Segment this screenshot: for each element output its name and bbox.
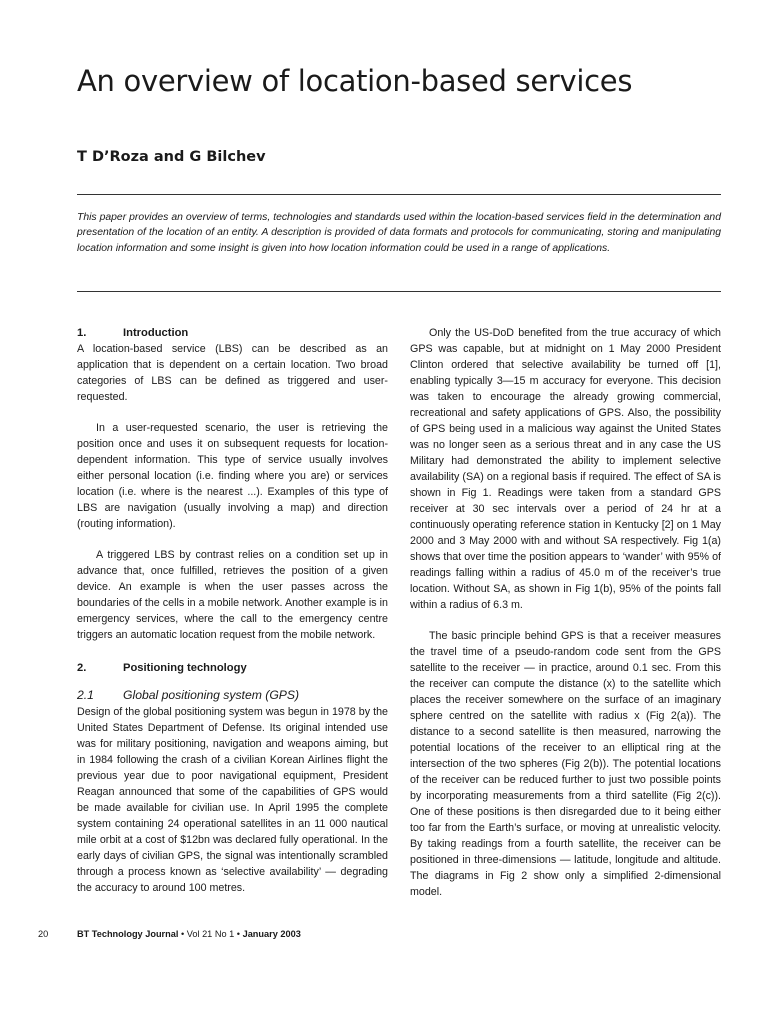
paragraph: A triggered LBS by contrast relies on a condition set up in advance that, once fulfilled, retrieves the position of a given device. An example is when the user passes across the boundaries of the cells in a mobile network. Another example is in emergency services, where the call to the emergency centre triggers an automatic location request from the mobile network. (77, 549, 388, 641)
paragraph: Only the US-DoD benefited from the true accuracy of which GPS was capable, but at midnight on 1 May 2000 President Clinton ordered that selective availability be turned off [1], enabling typically 3—15 m accuracy for everyone. This decision was taken to encourage the already growing commercial, recreational and safety applications of GPS. Also, the possibility of GPS being used in a malicious way against the United States was no longer seen as a serious threat and in any case the US Military had demonstrated the ability to implement selective availability (SA) on a regional basis if required. The effect of SA is shown in Fig 1. Readings were taken from a standard GPS receiver at 30 sec intervals over a period of 24 hr at a continuously operating reference station in Kentucky [2] on 1 May 2000 and 3 May 2000 with and without SA respectively. Fig 1(a) shows that over time the position appears to ‘wander’ with 95% of readings falling within a radius of 45.0 m of the receiver’s true location. Without SA, as shown in Fig 1(b), 95% of the points fall within a radius of 6.3 m. (410, 327, 721, 611)
paper-title: An overview of location-based services (77, 64, 633, 98)
subsection-2-1-number: 2.1 (77, 688, 94, 702)
journal-issue: • Vol 21 No 1 • (178, 929, 243, 939)
journal-name: BT Technology Journal (77, 929, 179, 939)
page-number: 20 (38, 929, 49, 939)
section-2-title: Positioning technology (123, 662, 247, 674)
section-2-number: 2. (77, 662, 87, 674)
subsection-2-1-heading (77, 687, 388, 704)
section-1-number: 1. (77, 327, 87, 339)
left-column (77, 325, 388, 896)
subsection-2-1-title: Global positioning system (GPS) (123, 688, 300, 702)
divider-bottom (77, 291, 721, 292)
right-column (410, 325, 721, 900)
section-1-title: Introduction (123, 327, 189, 339)
paragraph: The basic principle behind GPS is that a receiver measures the travel time of a pseudo-random code sent from the GPS satellite to the receiver — in practice, around 0.1 sec. From this the receiver can compute the distance (x) to the satellite which places the receiver somewhere on the surface of an imaginary sphere centred on the satellite with radius x (Fig 2(a)). The distance to a second satellite is then measured, narrowing the potential locations of the receiver to an elliptical ring at the intersection of the two spheres (Fig 2(b)). The potential locations of the receiver can be reduced further to just two possible points by incorporating measurements from a third satellite (Fig 2(c)). One of these positions is then disregarded due to it being either too far from the Earth’s surface, or moving at unrealistic velocity. By taking readings from a fourth satellite, the receiver can be positioned in three-dimensions — latitude, longitude and altitude. The diagrams in Fig 2 show only a simplified 2-dimensional model. (410, 630, 721, 898)
paragraph: Design of the global positioning system was begun in 1978 by the United States Department of Defense. Its original intended use was for military positioning, navigation and weapons aiming, but in 1984 following the crash of a civilian Korean Airlines flight the previous year due to poor navigational equipment, President Reagan announced that some of the capabilities of GPS would be made available for civilian use. In April 1995 the complete system containing 24 operational satellites in an 11 000 nautical mile orbit at a cost of $12bn was declared fully operational. In the early days of civilian GPS, the signal was intentionally scrambled through a process known as ‘selective availability’ — degrading the accuracy to around 100 metres. (77, 706, 388, 894)
abstract: This paper provides an overview of terms, technologies and standards used within the location-based services field in the determination and presentation of the location of an entity. A description is provided of data formats and protocols for communicating, storing and manipulating location information and some insight is given into how location information could be used in a range of applications. (77, 212, 721, 254)
page-footer (38, 929, 301, 939)
paragraph: In a user-requested scenario, the user is retrieving the position once and uses it on subsequent requests for location-dependent information. This type of service usually involves either personal location (i.e. finding where you are) or services location (i.e. where is the nearest ...). Examples of this type of LBS are navigation (usually involving a map) and direction (routing information). (77, 422, 388, 530)
section-2-heading (77, 660, 388, 676)
journal-date: January 2003 (242, 929, 301, 939)
section-1-heading (77, 325, 388, 341)
divider-top (77, 194, 721, 195)
authors: T D’Roza and G Bilchev (77, 149, 266, 165)
paragraph: A location-based service (LBS) can be described as an application that is dependent on a certain location. Two broad categories of LBS can be defined as triggered and user-requested. (77, 343, 388, 403)
